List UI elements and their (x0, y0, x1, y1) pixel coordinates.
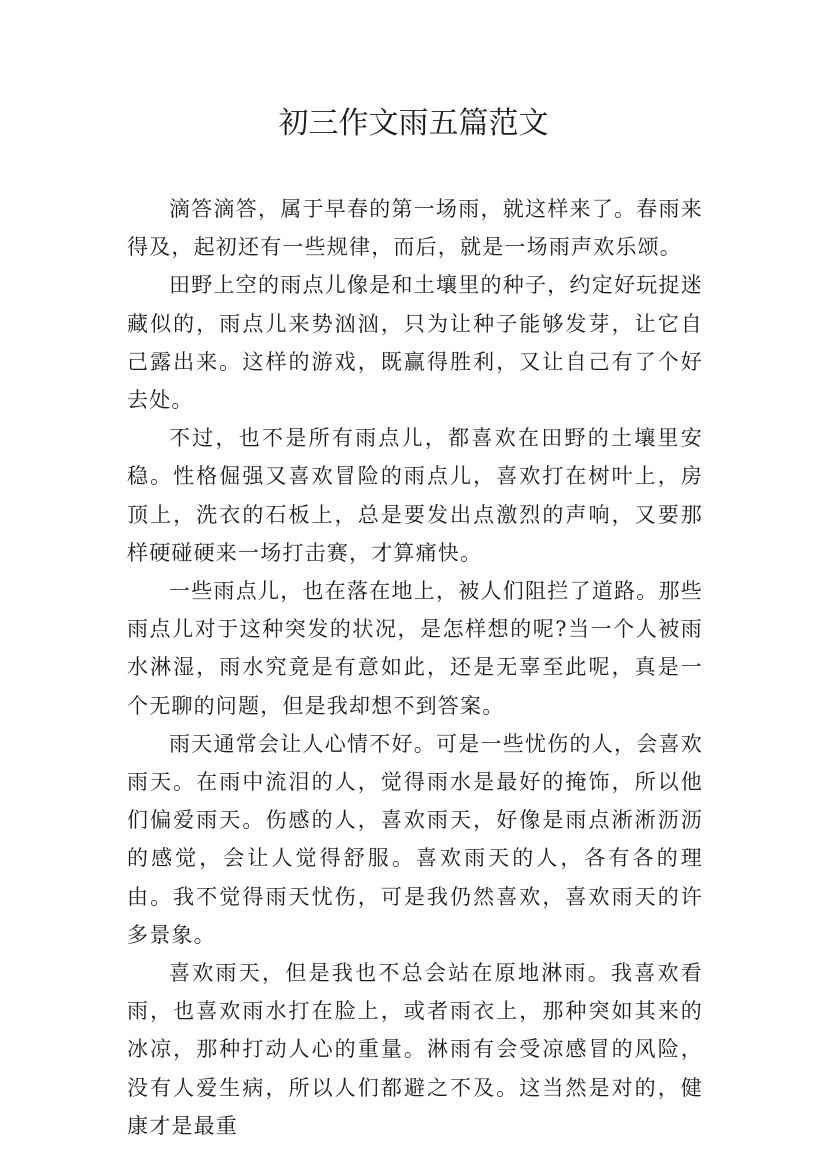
paragraph: 一些雨点儿，也在落在地上，被人们阻拦了道路。那些雨点儿对于这种突发的状况，是怎样想的呢?当一个人被雨水淋湿，雨水究竟是有意如此，还是无辜至此呢，真是一个无聊的问题，但是我却想不到答案。 (127, 579, 703, 718)
paragraph: 田野上空的雨点儿像是和土壤里的种子，约定好玩捉迷藏似的，雨点儿来势汹汹，只为让种子能够发芽，让它自己露出来。这样的游戏，既赢得胜利，又让自己有了个好去处。 (127, 273, 703, 413)
page-title: 初三作文雨五篇范文 (278, 106, 549, 141)
paragraph: 雨天通常会让人心情不好。可是一些忧伤的人，会喜欢雨天。在雨中流泪的人，觉得雨水是最好的掩饰，所以他们偏爱雨天。伤感的人，喜欢雨天，好像是雨点淅淅沥沥的感觉，会让人觉得舒服。喜欢雨天的人，各有各的理由。我不觉得雨天忧伤，可是我仍然喜欢，喜欢雨天的许多景象。 (127, 731, 703, 947)
document-body (127, 190, 703, 1145)
paragraph: 滴答滴答，属于早春的第一场雨，就这样来了。春雨来得及，起初还有一些规律，而后，就是一场雨声欢乐颂。 (127, 197, 703, 260)
paragraph: 不过，也不是所有雨点儿，都喜欢在田野的土壤里安稳。性格倔强又喜欢冒险的雨点儿，喜欢打在树叶上，房顶上，洗衣的石板上，总是要发出点激烈的声响，又要那样硬碰硬来一场打击赛，才算痛快。 (127, 426, 703, 565)
paragraph: 喜欢雨天，但是我也不总会站在原地淋雨。我喜欢看雨，也喜欢雨水打在脸上，或者雨衣上，那种突如其来的冰凉，那种打动人心的重量。淋雨有会受凉感冒的风险，没有人爱生病，所以人们都避之不及。这当然是对的，健康才是最重 (127, 961, 703, 1138)
